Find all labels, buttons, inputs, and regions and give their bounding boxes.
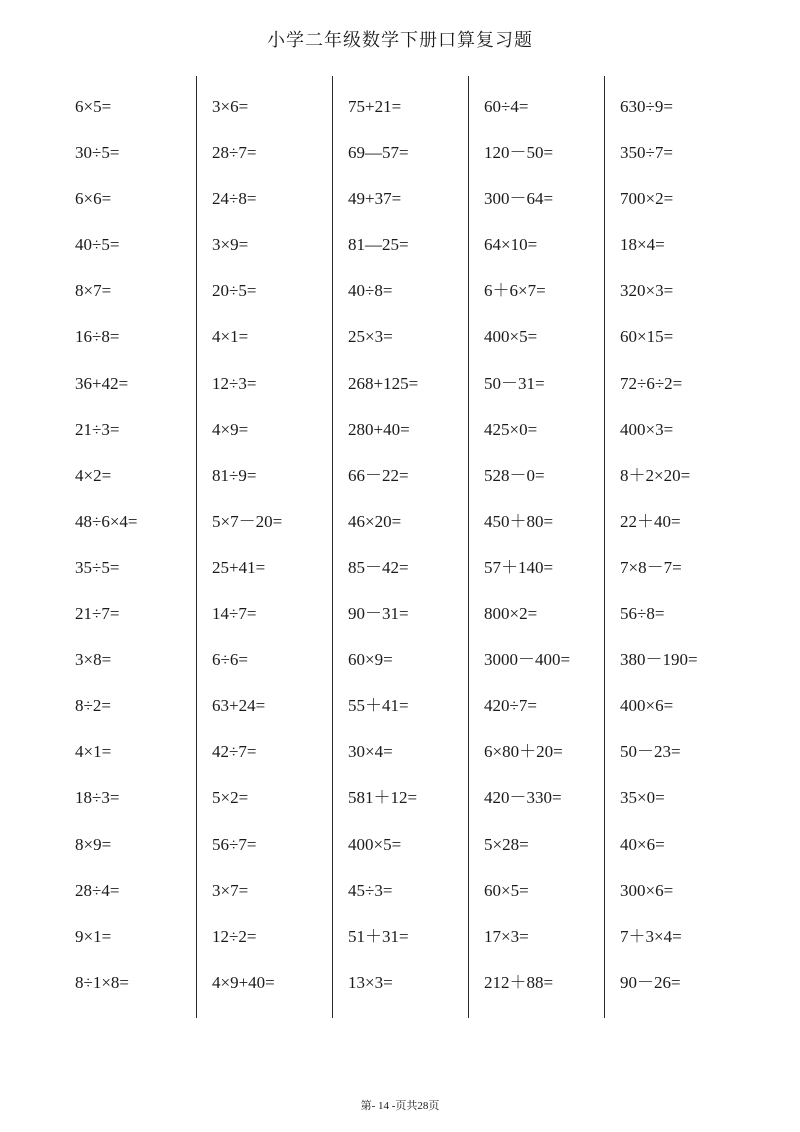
arithmetic-problem: 24÷8= xyxy=(212,189,257,209)
arithmetic-problem: 42÷7= xyxy=(212,742,257,762)
arithmetic-problem: 7＋3×4= xyxy=(620,926,682,946)
arithmetic-problem: 40×6= xyxy=(620,834,665,854)
arithmetic-problem: 40÷8= xyxy=(348,281,393,301)
page-title: 小学二年级数学下册口算复习题 xyxy=(267,30,533,50)
arithmetic-problem: 40÷5= xyxy=(75,235,120,255)
arithmetic-problem: 212＋88= xyxy=(484,972,554,992)
arithmetic-problem: 48÷6×4= xyxy=(75,511,138,531)
arithmetic-problem: 51＋31= xyxy=(348,926,409,946)
arithmetic-problem: 17×3= xyxy=(484,926,529,946)
arithmetic-problem: 57＋140= xyxy=(484,557,554,577)
arithmetic-problem: 4×1= xyxy=(75,742,112,762)
arithmetic-problem: 25+41= xyxy=(212,557,266,577)
arithmetic-problem: 8÷1×8= xyxy=(75,972,130,992)
arithmetic-problem: 56÷8= xyxy=(620,604,665,624)
arithmetic-problem: 60÷4= xyxy=(484,97,529,116)
arithmetic-problem: 280+40= xyxy=(348,419,410,439)
problem-column-3 xyxy=(332,76,468,1018)
arithmetic-problem: 4×2= xyxy=(75,465,112,485)
arithmetic-problem: 64×10= xyxy=(484,235,538,255)
arithmetic-problem: 528－0= xyxy=(484,465,545,485)
arithmetic-problem: 13×3= xyxy=(348,972,393,992)
arithmetic-problem: 4×9= xyxy=(212,419,249,439)
arithmetic-problem: 300－64= xyxy=(484,189,554,209)
arithmetic-problem: 3000－400= xyxy=(484,650,571,670)
arithmetic-problem: 420－330= xyxy=(484,788,562,808)
arithmetic-problem: 12÷3= xyxy=(212,373,257,393)
arithmetic-problem: 28÷7= xyxy=(212,143,257,163)
arithmetic-problem: 581＋12= xyxy=(348,788,418,808)
arithmetic-problem: 60×5= xyxy=(484,880,529,900)
arithmetic-problem: 50－23= xyxy=(620,742,681,762)
arithmetic-problem: 30÷5= xyxy=(75,143,120,163)
arithmetic-problem: 6×6= xyxy=(75,189,112,209)
arithmetic-problem: 30×4= xyxy=(348,742,393,762)
arithmetic-problem: 5×7－20= xyxy=(212,511,283,531)
arithmetic-problem: 56÷7= xyxy=(212,834,257,854)
arithmetic-problem: 22＋40= xyxy=(620,511,681,531)
page-footer: 第- 14 -页共28页 xyxy=(360,1100,440,1112)
arithmetic-problem: 400×5= xyxy=(348,834,402,854)
arithmetic-problem: 28÷4= xyxy=(75,880,120,900)
arithmetic-problem: 50－31= xyxy=(484,373,545,393)
arithmetic-problem: 268+125= xyxy=(348,373,419,393)
problem-column-4 xyxy=(468,76,604,1018)
arithmetic-problem: 75+21= xyxy=(348,97,402,116)
problem-column-2 xyxy=(196,76,332,1018)
arithmetic-problem: 66－22= xyxy=(348,465,409,485)
arithmetic-problem: 8＋2×20= xyxy=(620,465,691,485)
arithmetic-problem: 400×3= xyxy=(620,419,674,439)
arithmetic-problem: 16÷8= xyxy=(75,327,120,347)
arithmetic-problem: 12÷2= xyxy=(212,926,257,946)
arithmetic-problem: 3×9= xyxy=(212,235,249,255)
problem-column-1 xyxy=(60,76,196,1018)
arithmetic-problem: 3×7= xyxy=(212,880,249,900)
arithmetic-problem: 3×6= xyxy=(212,97,249,116)
arithmetic-problem: 420÷7= xyxy=(484,696,537,716)
arithmetic-problem: 36+42= xyxy=(75,373,129,393)
arithmetic-problem: 85－42= xyxy=(348,557,409,577)
arithmetic-problem: 7×8－7= xyxy=(620,557,682,577)
arithmetic-problem: 300×6= xyxy=(620,880,674,900)
arithmetic-problem: 6×80＋20= xyxy=(484,742,563,762)
arithmetic-problem: 4×1= xyxy=(212,327,249,347)
arithmetic-problem: 9×1= xyxy=(75,926,112,946)
arithmetic-problem: 14÷7= xyxy=(212,604,257,624)
arithmetic-problem: 55＋41= xyxy=(348,696,409,716)
problem-column-5 xyxy=(604,76,740,1018)
arithmetic-problem: 60×15= xyxy=(620,327,674,347)
arithmetic-problem: 49+37= xyxy=(348,189,402,209)
arithmetic-problem: 380－190= xyxy=(620,650,698,670)
arithmetic-problem: 35÷5= xyxy=(75,557,120,577)
arithmetic-problem: 46×20= xyxy=(348,511,402,531)
arithmetic-problem: 35×0= xyxy=(620,788,665,808)
arithmetic-problem: 25×3= xyxy=(348,327,393,347)
arithmetic-problem: 400×5= xyxy=(484,327,538,347)
arithmetic-problem: 90－26= xyxy=(620,972,681,992)
arithmetic-problem: 350÷7= xyxy=(620,143,673,163)
arithmetic-problem: 60×9= xyxy=(348,650,393,670)
arithmetic-problem: 20÷5= xyxy=(212,281,257,301)
arithmetic-problem: 45÷3= xyxy=(348,880,393,900)
arithmetic-problem: 630÷9= xyxy=(620,97,673,116)
arithmetic-problem: 18×4= xyxy=(620,235,665,255)
arithmetic-problem: 6÷6= xyxy=(212,650,248,670)
arithmetic-problem: 700×2= xyxy=(620,189,674,209)
arithmetic-problem: 81÷9= xyxy=(212,465,257,485)
arithmetic-problem: 18÷3= xyxy=(75,788,120,808)
arithmetic-problem: 6×5= xyxy=(75,97,112,116)
arithmetic-problem: 90－31= xyxy=(348,604,409,624)
arithmetic-problem: 21÷7= xyxy=(75,604,120,624)
arithmetic-problem: 72÷6÷2= xyxy=(620,373,683,393)
arithmetic-problem: 6＋6×7= xyxy=(484,281,546,301)
arithmetic-problem: 63+24= xyxy=(212,696,266,716)
arithmetic-problem: 4×9+40= xyxy=(212,972,275,992)
arithmetic-problem: 3×8= xyxy=(75,650,112,670)
arithmetic-problem: 21÷3= xyxy=(75,419,120,439)
arithmetic-problem: 5×2= xyxy=(212,788,249,808)
arithmetic-problem: 8×9= xyxy=(75,834,112,854)
arithmetic-problem: 800×2= xyxy=(484,604,538,624)
arithmetic-problem: 400×6= xyxy=(620,696,674,716)
arithmetic-problem: 69—57= xyxy=(348,143,409,163)
problem-grid xyxy=(60,76,740,1018)
arithmetic-problem: 320×3= xyxy=(620,281,674,301)
arithmetic-problem: 425×0= xyxy=(484,419,538,439)
arithmetic-problem: 450＋80= xyxy=(484,511,554,531)
arithmetic-problem: 5×28= xyxy=(484,834,529,854)
arithmetic-problem: 8÷2= xyxy=(75,696,111,716)
arithmetic-problem: 81—25= xyxy=(348,235,409,255)
arithmetic-problem: 120－50= xyxy=(484,143,554,163)
arithmetic-problem: 8×7= xyxy=(75,281,112,301)
